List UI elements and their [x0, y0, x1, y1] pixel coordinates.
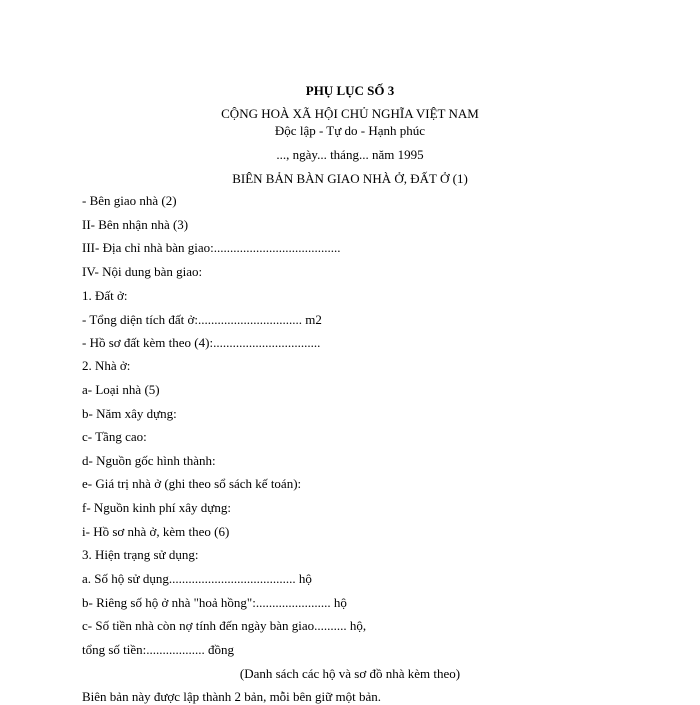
build-year-line: b- Năm xây dựng: — [82, 406, 177, 421]
house-value-line: e- Giá trị nhà ở (ghi theo sổ sách kế toán): — [82, 476, 302, 491]
household-count-line: a. Số hộ sử dụng....................................... hộ — [82, 571, 312, 586]
land-area-line: - Tổng diện tích đất ở:................................ m2 — [82, 312, 322, 327]
house-heading: 2. Nhà ở: — [82, 358, 131, 373]
motto: Độc lập - Tự do - Hạnh phúc — [274, 123, 426, 138]
receiving-party-line: II- Bên nhận nhà (3) — [82, 217, 189, 232]
floors-line: c- Tầng cao: — [82, 429, 147, 444]
closing-line: Biên bản này được lập thành 2 bản, mỗi bên giữ một bản. — [82, 689, 381, 704]
house-records-line: i- Hồ sơ nhà ở, kèm theo (6) — [82, 524, 230, 539]
document-title: BIÊN BẢN BÀN GIAO NHÀ Ở, ĐẤT Ở (1) — [232, 171, 468, 186]
handover-content-heading: IV- Nội dung bàn giao: — [82, 264, 203, 279]
date-line: ..., ngày... tháng... năm 1995 — [276, 147, 424, 162]
total-amount-line: tổng số tiền:.................. đồng — [82, 642, 235, 657]
outstanding-debt-line: c- Số tiền nhà còn nợ tính đến ngày bàn giao.......... hộ, — [82, 618, 367, 633]
handover-party-line: - Bên giao nhà (2) — [82, 193, 177, 208]
attachment-note: (Danh sách các hộ và sơ đồ nhà kèm theo) — [239, 666, 461, 681]
house-type-line: a- Loại nhà (5) — [82, 382, 160, 397]
nation-heading: CỘNG HOÀ XÃ HỘI CHỦ NGHĨA VIỆT NAM — [221, 106, 479, 121]
usage-status-heading: 3. Hiện trạng sử dụng: — [82, 547, 199, 562]
special-household-line: b- Riêng số hộ ở nhà "hoả hồng":....................... hộ — [82, 595, 347, 610]
appendix-title: PHỤ LỤC SỐ 3 — [305, 83, 395, 98]
address-line: III- Địa chỉ nhà bàn giao:....................................... — [82, 240, 341, 255]
land-records-line: - Hồ sơ đất kèm theo (4):................................. — [82, 335, 321, 350]
origin-line: d- Nguồn gốc hình thành: — [82, 453, 216, 468]
land-heading: 1. Đất ở: — [82, 288, 128, 303]
funding-line: f- Nguồn kinh phí xây dựng: — [82, 500, 231, 515]
